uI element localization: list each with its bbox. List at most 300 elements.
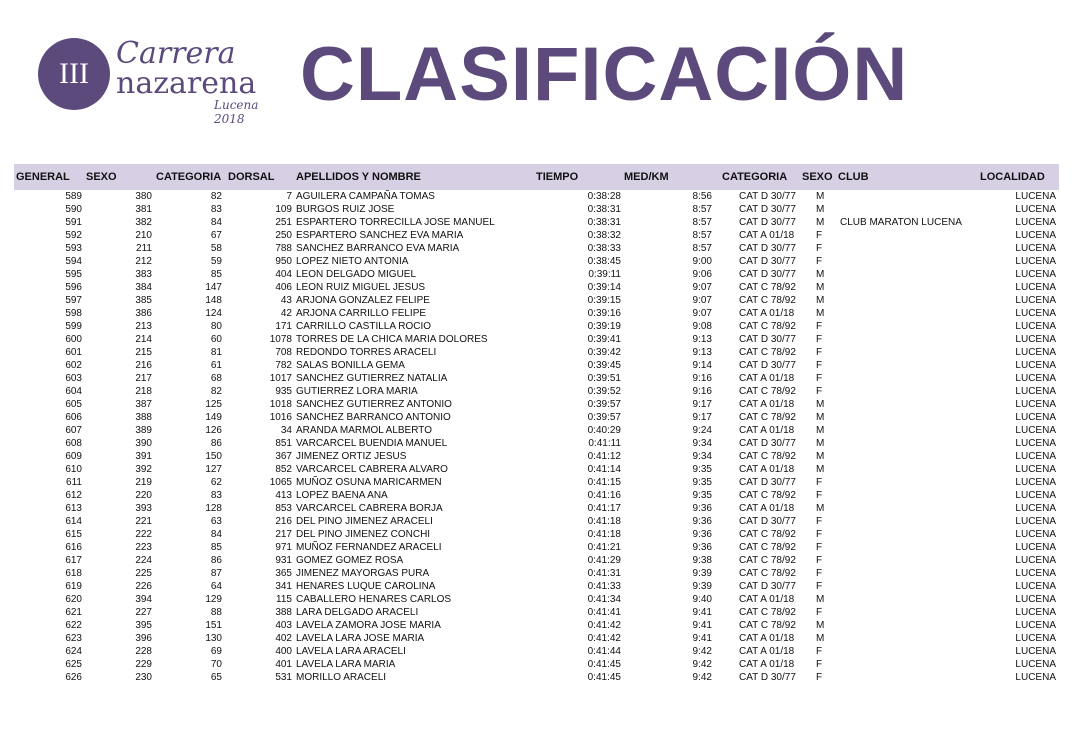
cell-sexo-2: M (816, 204, 825, 215)
cell-medkm: 9:16 (692, 373, 712, 384)
table-row (0, 294, 1074, 307)
cell-nombre: GOMEZ GOMEZ ROSA (296, 555, 404, 566)
cell-sexo: 227 (135, 607, 152, 618)
header-categoria: CATEGORIA (156, 171, 222, 183)
table-row (0, 593, 1074, 606)
cell-general: 619 (65, 581, 82, 592)
cell-tiempo: 0:39:19 (587, 321, 621, 332)
cell-medkm: 9:42 (692, 672, 712, 683)
cell-sexo-2: F (816, 230, 823, 241)
cell-medkm: 9:13 (692, 334, 712, 345)
cell-dorsal: 1017 (269, 373, 292, 384)
cell-sexo: 217 (135, 373, 152, 384)
cell-medkm: 9:42 (692, 646, 712, 657)
table-row (0, 346, 1074, 359)
cell-nombre: DEL PINO JIMENEZ ARACELI (296, 516, 433, 527)
cell-sexo-2: M (816, 217, 825, 228)
cell-localidad: LUCENA (1015, 360, 1056, 371)
table-row (0, 372, 1074, 385)
cell-sexo: 216 (135, 360, 152, 371)
cell-categoria: 150 (205, 451, 222, 462)
cell-dorsal: 708 (275, 347, 292, 358)
cell-nombre: LEON DELGADO MIGUEL (296, 269, 417, 280)
cell-tiempo: 0:38:31 (587, 217, 621, 228)
cell-localidad: LUCENA (1015, 399, 1056, 410)
cell-nombre: ARANDA MARMOL ALBERTO (296, 425, 432, 436)
cell-dorsal: 42 (280, 308, 292, 319)
cell-dorsal: 971 (275, 542, 292, 553)
table-row (0, 645, 1074, 658)
cell-categoria: 88 (210, 607, 222, 618)
cell-nombre: SANCHEZ GUTIERREZ NATALIA (296, 373, 448, 384)
cell-tiempo: 0:39:11 (588, 269, 621, 280)
cell-categoria-2: CAT D 30/77 (739, 581, 796, 592)
cell-sexo: 211 (136, 243, 152, 254)
cell-nombre: LAVELA LARA MARIA (296, 659, 396, 670)
cell-categoria: 86 (210, 438, 222, 449)
cell-sexo: 212 (135, 256, 152, 267)
cell-sexo-2: F (816, 334, 823, 345)
cell-categoria: 80 (210, 321, 222, 332)
cell-sexo-2: F (816, 321, 823, 332)
cell-sexo: 381 (135, 204, 152, 215)
cell-categoria-2: CAT D 30/77 (739, 438, 796, 449)
cell-nombre: ARJONA GONZALEZ FELIPE (296, 295, 430, 306)
cell-nombre: JIMENEZ ORTIZ JESUS (296, 451, 407, 462)
table-row (0, 320, 1074, 333)
cell-tiempo: 0:40:29 (587, 425, 621, 436)
cell-sexo: 390 (135, 438, 152, 449)
cell-nombre: REDONDO TORRES ARACELI (296, 347, 437, 358)
cell-localidad: LUCENA (1015, 308, 1056, 319)
cell-categoria: 87 (210, 568, 222, 579)
cell-localidad: LUCENA (1015, 334, 1056, 345)
cell-general: 608 (65, 438, 82, 449)
header-medkm: MED/KM (624, 171, 669, 183)
cell-categoria: 148 (205, 295, 222, 306)
cell-localidad: LUCENA (1015, 438, 1056, 449)
cell-localidad: LUCENA (1015, 555, 1056, 566)
table-row (0, 242, 1074, 255)
table-row (0, 463, 1074, 476)
cell-sexo-2: F (816, 646, 823, 657)
cell-nombre: LAVELA ZAMORA JOSE MARIA (296, 620, 441, 631)
cell-categoria-2: CAT D 30/77 (739, 191, 796, 202)
cell-sexo-2: M (816, 438, 825, 449)
table-row (0, 502, 1074, 515)
table-row (0, 658, 1074, 671)
cell-localidad: LUCENA (1015, 659, 1056, 670)
cell-tiempo: 0:39:41 (587, 334, 621, 345)
cell-tiempo: 0:41:21 (587, 542, 621, 553)
cell-localidad: LUCENA (1015, 503, 1056, 514)
cell-categoria: 85 (210, 542, 222, 553)
cell-general: 603 (65, 373, 82, 384)
table-row (0, 268, 1074, 281)
cell-categoria: 149 (205, 412, 222, 423)
cell-categoria: 84 (210, 529, 222, 540)
cell-medkm: 9:36 (692, 542, 712, 553)
table-row (0, 216, 1074, 229)
cell-general: 609 (65, 451, 82, 462)
cell-dorsal: 388 (275, 607, 292, 618)
cell-medkm: 9:35 (692, 490, 712, 501)
cell-medkm: 9:07 (692, 295, 712, 306)
cell-general: 592 (65, 230, 82, 241)
cell-categoria-2: CAT A 01/18 (739, 399, 795, 410)
table-row (0, 411, 1074, 424)
cell-medkm: 9:36 (692, 503, 712, 514)
cell-sexo-2: F (816, 555, 823, 566)
cell-sexo: 214 (135, 334, 152, 345)
cell-medkm: 9:40 (692, 594, 712, 605)
cell-nombre: LAVELA LARA JOSE MARIA (296, 633, 425, 644)
cell-tiempo: 0:39:42 (587, 347, 621, 358)
cell-sexo: 385 (135, 295, 152, 306)
cell-categoria: 64 (210, 581, 222, 592)
results-table-body (0, 190, 1074, 684)
cell-categoria: 84 (210, 217, 222, 228)
cell-nombre: JIMENEZ MAYORGAS PURA (296, 568, 430, 579)
cell-general: 598 (65, 308, 82, 319)
cell-localidad: LUCENA (1015, 490, 1056, 501)
table-row (0, 424, 1074, 437)
cell-tiempo: 0:41:11 (588, 438, 621, 449)
cell-medkm: 9:07 (692, 308, 712, 319)
logo-numeral: III (38, 38, 110, 110)
cell-tiempo: 0:41:12 (587, 451, 621, 462)
cell-categoria-2: CAT C 78/92 (739, 568, 796, 579)
cell-sexo-2: M (816, 464, 825, 475)
table-row (0, 307, 1074, 320)
cell-sexo: 229 (135, 659, 152, 670)
header-general: GENERAL (16, 171, 70, 183)
cell-categoria-2: CAT A 01/18 (739, 308, 795, 319)
table-header (14, 164, 1059, 190)
cell-medkm: 9:35 (692, 477, 712, 488)
cell-nombre: ESPARTERO TORRECILLA JOSE MANUEL (296, 217, 495, 228)
cell-localidad: LUCENA (1015, 386, 1056, 397)
cell-tiempo: 0:41:31 (587, 568, 621, 579)
cell-general: 600 (65, 334, 82, 345)
cell-medkm: 9:36 (692, 529, 712, 540)
cell-nombre: SANCHEZ GUTIERREZ ANTONIO (296, 399, 452, 410)
cell-tiempo: 0:38:32 (587, 230, 621, 241)
cell-sexo: 222 (135, 529, 152, 540)
cell-sexo-2: M (816, 295, 825, 306)
cell-categoria: 125 (205, 399, 222, 410)
logo-line-nazarena: nazarena (116, 66, 257, 101)
cell-categoria-2: CAT C 78/92 (739, 282, 796, 293)
cell-categoria: 62 (210, 477, 222, 488)
cell-categoria: 83 (210, 490, 222, 501)
cell-dorsal: 853 (275, 503, 292, 514)
header-dorsal: DORSAL (228, 171, 275, 183)
cell-dorsal: 341 (275, 581, 292, 592)
cell-categoria-2: CAT C 78/92 (739, 542, 796, 553)
cell-sexo-2: F (816, 490, 823, 501)
cell-sexo-2: F (816, 347, 823, 358)
cell-categoria-2: CAT A 01/18 (739, 425, 795, 436)
cell-localidad: LUCENA (1015, 425, 1056, 436)
cell-categoria-2: CAT C 78/92 (739, 529, 796, 540)
table-row (0, 229, 1074, 242)
cell-general: 606 (65, 412, 82, 423)
cell-categoria: 147 (205, 282, 222, 293)
cell-general: 591 (65, 217, 82, 228)
cell-general: 612 (65, 490, 82, 501)
table-row (0, 359, 1074, 372)
cell-localidad: LUCENA (1015, 269, 1056, 280)
cell-sexo: 393 (135, 503, 152, 514)
cell-medkm: 8:57 (692, 230, 712, 241)
cell-nombre: LAVELA LARA ARACELI (296, 646, 406, 657)
cell-tiempo: 0:39:14 (587, 282, 621, 293)
cell-medkm: 9:39 (692, 581, 712, 592)
cell-dorsal: 367 (275, 451, 292, 462)
header-categoria-2: CATEGORIA (722, 171, 788, 183)
cell-medkm: 9:35 (692, 464, 712, 475)
table-row (0, 476, 1074, 489)
cell-medkm: 8:57 (692, 243, 712, 254)
cell-sexo: 382 (135, 217, 152, 228)
cell-medkm: 9:17 (692, 412, 712, 423)
cell-dorsal: 404 (275, 269, 292, 280)
cell-tiempo: 0:39:45 (587, 360, 621, 371)
cell-categoria: 151 (205, 620, 222, 631)
cell-tiempo: 0:41:42 (587, 620, 621, 631)
cell-categoria: 61 (210, 360, 222, 371)
cell-sexo: 219 (135, 477, 152, 488)
cell-nombre: SANCHEZ BARRANCO EVA MARIA (296, 243, 460, 254)
cell-dorsal: 171 (275, 321, 292, 332)
cell-sexo: 391 (135, 451, 152, 462)
cell-sexo: 380 (135, 191, 152, 202)
cell-nombre: MUÑOZ OSUNA MARICARMEN (296, 477, 442, 488)
cell-nombre: MUÑOZ FERNANDEZ ARACELI (296, 542, 442, 553)
cell-categoria-2: CAT D 30/77 (739, 334, 796, 345)
cell-localidad: LUCENA (1015, 594, 1056, 605)
cell-categoria-2: CAT C 78/92 (739, 347, 796, 358)
cell-medkm: 9:16 (692, 386, 712, 397)
cell-medkm: 9:13 (692, 347, 712, 358)
cell-general: 618 (65, 568, 82, 579)
cell-sexo: 394 (135, 594, 152, 605)
cell-general: 624 (65, 646, 82, 657)
logo-line-place-year: Lucena 2018 (214, 98, 259, 126)
cell-nombre: DEL PINO JIMENEZ CONCHI (296, 529, 431, 540)
cell-sexo-2: M (816, 594, 825, 605)
cell-medkm: 9:41 (692, 607, 712, 618)
cell-sexo-2: F (816, 581, 823, 592)
logo-line-carrera: Carrera (116, 36, 236, 71)
cell-localidad: LUCENA (1015, 243, 1056, 254)
cell-tiempo: 0:38:31 (587, 204, 621, 215)
cell-general: 596 (65, 282, 82, 293)
cell-sexo-2: M (816, 425, 825, 436)
cell-localidad: LUCENA (1015, 672, 1056, 683)
cell-categoria-2: CAT C 78/92 (739, 321, 796, 332)
cell-categoria-2: CAT C 78/92 (739, 607, 796, 618)
cell-localidad: LUCENA (1015, 412, 1056, 423)
cell-categoria: 65 (210, 672, 222, 683)
cell-sexo-2: M (816, 308, 825, 319)
cell-localidad: LUCENA (1015, 646, 1056, 657)
cell-localidad: LUCENA (1015, 529, 1056, 540)
cell-localidad: LUCENA (1015, 204, 1056, 215)
cell-categoria: 130 (205, 633, 222, 644)
header-apellidos: APELLIDOS Y NOMBRE (296, 171, 421, 183)
table-row (0, 528, 1074, 541)
cell-categoria: 81 (210, 347, 222, 358)
cell-categoria-2: CAT C 78/92 (739, 620, 796, 631)
cell-sexo: 223 (135, 542, 152, 553)
cell-general: 622 (65, 620, 82, 631)
cell-categoria-2: CAT D 30/77 (739, 256, 796, 267)
cell-sexo-2: F (816, 568, 823, 579)
cell-categoria-2: CAT C 78/92 (739, 451, 796, 462)
cell-club: CLUB MARATON LUCENA (840, 217, 962, 228)
cell-medkm: 8:57 (692, 204, 712, 215)
cell-sexo: 396 (135, 633, 152, 644)
table-row (0, 515, 1074, 528)
cell-sexo: 226 (135, 581, 152, 592)
cell-general: 597 (65, 295, 82, 306)
cell-sexo: 228 (135, 646, 152, 657)
cell-categoria: 67 (210, 230, 222, 241)
cell-categoria-2: CAT D 30/77 (739, 360, 796, 371)
cell-categoria: 69 (210, 646, 222, 657)
cell-dorsal: 403 (275, 620, 292, 631)
cell-nombre: LARA DELGADO ARACELI (296, 607, 419, 618)
table-row (0, 580, 1074, 593)
cell-medkm: 9:38 (692, 555, 712, 566)
table-row (0, 632, 1074, 645)
header-club: CLUB (838, 171, 869, 183)
cell-nombre: SALAS BONILLA GEMA (296, 360, 405, 371)
cell-categoria-2: CAT D 30/77 (739, 672, 796, 683)
cell-sexo-2: F (816, 516, 823, 527)
cell-sexo-2: F (816, 542, 823, 553)
cell-general: 589 (65, 191, 82, 202)
table-row (0, 255, 1074, 268)
table-row (0, 554, 1074, 567)
event-logo (38, 36, 278, 126)
cell-categoria: 127 (205, 464, 222, 475)
cell-categoria-2: CAT D 30/77 (739, 204, 796, 215)
cell-medkm: 9:14 (692, 360, 712, 371)
cell-localidad: LUCENA (1015, 633, 1056, 644)
cell-sexo-2: F (816, 607, 823, 618)
cell-localidad: LUCENA (1015, 217, 1056, 228)
cell-sexo: 392 (135, 464, 152, 475)
cell-sexo-2: M (816, 269, 825, 280)
cell-sexo-2: F (816, 243, 823, 254)
cell-general: 602 (65, 360, 82, 371)
cell-sexo-2: F (816, 360, 823, 371)
cell-nombre: MORILLO ARACELI (296, 672, 387, 683)
cell-dorsal: 935 (275, 386, 292, 397)
cell-tiempo: 0:38:28 (587, 191, 621, 202)
table-row (0, 489, 1074, 502)
cell-categoria: 86 (210, 555, 222, 566)
cell-categoria-2: CAT D 30/77 (739, 269, 796, 280)
cell-localidad: LUCENA (1015, 607, 1056, 618)
table-row (0, 333, 1074, 346)
cell-sexo: 395 (135, 620, 152, 631)
cell-nombre: CABALLERO HENARES CARLOS (296, 594, 452, 605)
cell-categoria: 85 (210, 269, 222, 280)
cell-sexo: 213 (135, 321, 152, 332)
cell-general: 613 (65, 503, 82, 514)
table-row (0, 281, 1074, 294)
cell-categoria-2: CAT A 01/18 (739, 373, 795, 384)
cell-tiempo: 0:38:45 (587, 256, 621, 267)
cell-dorsal: 1078 (269, 334, 292, 345)
cell-localidad: LUCENA (1015, 321, 1056, 332)
cell-categoria: 124 (205, 308, 222, 319)
cell-categoria-2: CAT A 01/18 (739, 646, 795, 657)
cell-tiempo: 0:39:52 (587, 386, 621, 397)
header-tiempo: TIEMPO (536, 171, 579, 183)
cell-nombre: CARRILLO CASTILLA ROCIO (296, 321, 432, 332)
cell-nombre: VARCARCEL CABRERA BORJA (296, 503, 443, 514)
cell-sexo-2: M (816, 412, 825, 423)
cell-medkm: 9:34 (692, 438, 712, 449)
table-row (0, 203, 1074, 216)
cell-sexo: 389 (135, 425, 152, 436)
header-localidad: LOCALIDAD (980, 171, 1045, 183)
cell-sexo-2: F (816, 386, 823, 397)
cell-general: 593 (65, 243, 82, 254)
cell-tiempo: 0:41:42 (587, 633, 621, 644)
cell-general: 605 (65, 399, 82, 410)
cell-general: 595 (65, 269, 82, 280)
cell-dorsal: 7 (286, 191, 292, 202)
cell-dorsal: 406 (275, 282, 292, 293)
cell-nombre: AGUILERA CAMPAÑA TOMAS (296, 191, 435, 202)
cell-general: 623 (65, 633, 82, 644)
cell-tiempo: 0:41:34 (587, 594, 621, 605)
cell-dorsal: 1016 (269, 412, 292, 423)
page-title: CLASIFICACIÓN (300, 32, 909, 117)
cell-nombre: LOPEZ BAENA ANA (296, 490, 388, 501)
cell-localidad: LUCENA (1015, 451, 1056, 462)
cell-nombre: ESPARTERO SANCHEZ EVA MARIA (296, 230, 464, 241)
cell-medkm: 9:42 (692, 659, 712, 670)
cell-categoria-2: CAT A 01/18 (739, 659, 795, 670)
cell-sexo-2: F (816, 672, 823, 683)
cell-dorsal: 216 (275, 516, 292, 527)
cell-dorsal: 115 (276, 594, 292, 605)
cell-categoria-2: CAT D 30/77 (739, 243, 796, 254)
cell-tiempo: 0:41:18 (587, 516, 621, 527)
cell-dorsal: 43 (280, 295, 292, 306)
cell-localidad: LUCENA (1015, 620, 1056, 631)
cell-general: 621 (65, 607, 82, 618)
table-row (0, 541, 1074, 554)
cell-sexo: 210 (135, 230, 152, 241)
cell-sexo: 218 (135, 386, 152, 397)
table-row (0, 619, 1074, 632)
cell-dorsal: 852 (275, 464, 292, 475)
cell-tiempo: 0:39:15 (587, 295, 621, 306)
cell-medkm: 9:24 (692, 425, 712, 436)
cell-categoria-2: CAT D 30/77 (739, 217, 796, 228)
header-sexo: SEXO (86, 171, 117, 183)
cell-dorsal: 400 (275, 646, 292, 657)
cell-categoria: 83 (210, 204, 222, 215)
